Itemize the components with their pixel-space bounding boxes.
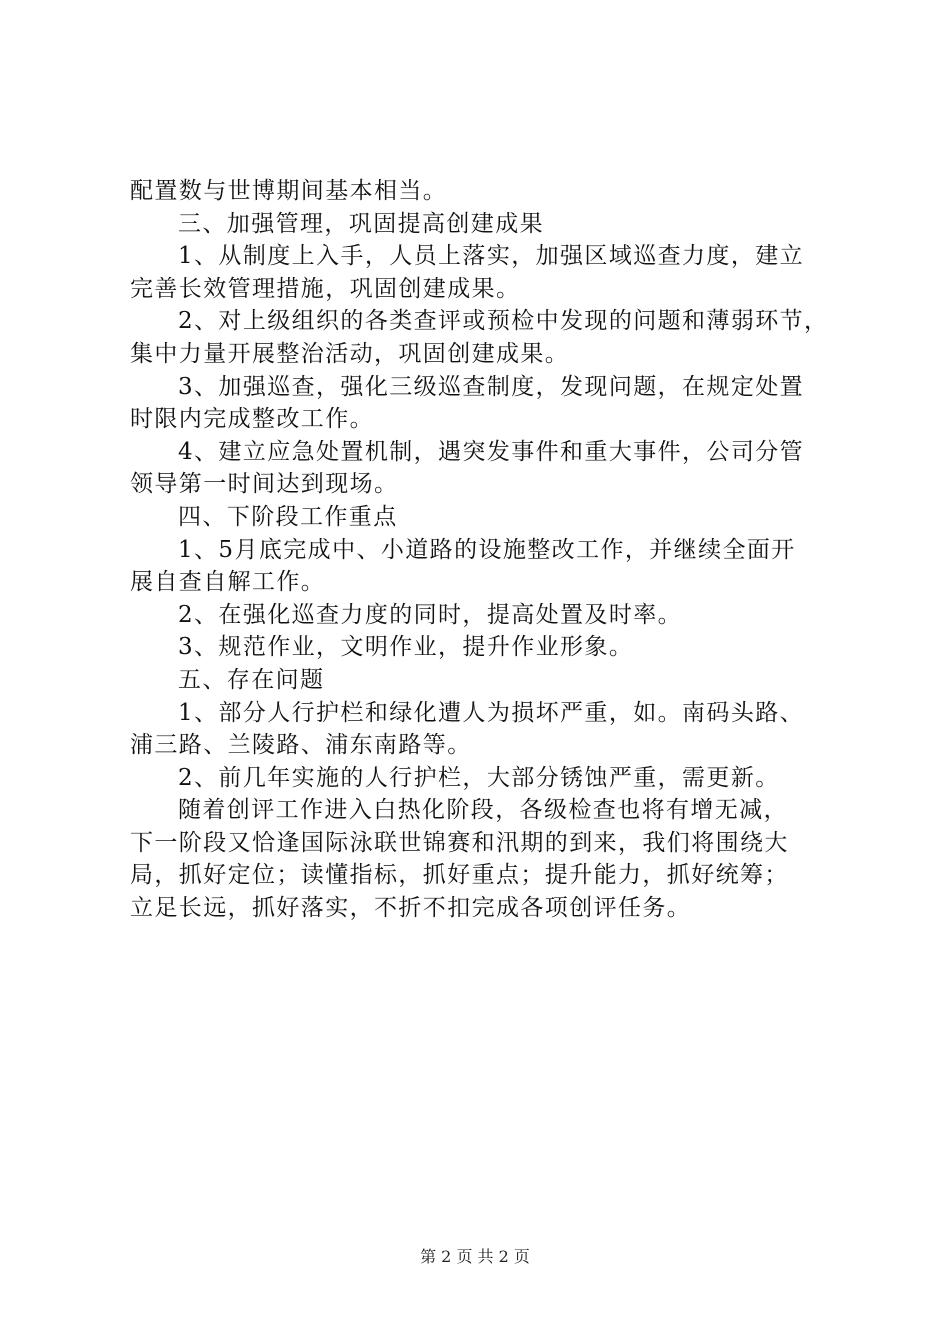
text-line: 局，抓好定位；读懂指标，抓好重点；提升能力，抓好统筹； (130, 862, 789, 889)
text-line: 1、部分人行护栏和绿化遭人为损坏严重，如。南码头路、 (178, 699, 805, 726)
section-heading: 三、加强管理，巩固提高创建成果 (178, 210, 544, 237)
text-line: 展自查自解工作。 (130, 569, 326, 596)
text-line: 随着创评工作进入白热化阶段，各级检查也将有增无减， (178, 797, 788, 824)
section-heading: 四、下阶段工作重点 (178, 503, 398, 530)
text-line: 1、从制度上入手，人员上落实，加强区域巡查力度，建立 (178, 243, 805, 270)
text-line: 2、对上级组织的各类查评或预检中发现的问题和薄弱环节， (178, 308, 829, 335)
text-line: 3、规范作业，文明作业，提升作业形象。 (178, 634, 634, 661)
text-line: 4、建立应急处置机制，遇突发事件和重大事件，公司分管 (178, 438, 805, 465)
text-line: 领导第一时间达到现场。 (130, 471, 399, 498)
text-line: 浦三路、兰陵路、浦东南路等。 (130, 732, 472, 759)
text-line: 立足长远，抓好落实，不折不扣完成各项创评任务。 (130, 895, 692, 922)
page-number-footer: 第 2 页 共 2 页 (420, 1247, 530, 1266)
text-line: 1、5月底完成中、小道路的设施整改工作，并继续全面开 (178, 536, 796, 563)
text-line: 下一阶段又恰逢国际泳联世锦赛和汛期的到来，我们将围绕大 (130, 829, 789, 856)
section-heading: 五、存在问题 (178, 666, 325, 693)
text-line: 时限内完成整改工作。 (130, 406, 374, 433)
document-body (130, 175, 830, 925)
text-line: 2、前几年实施的人行护栏，大部分锈蚀严重，需更新。 (178, 764, 780, 791)
text-line: 2、在强化巡查力度的同时，提高处置及时率。 (178, 601, 683, 628)
text-line: 集中力量开展整治活动，巩固创建成果。 (130, 340, 570, 367)
text-line: 3、加强巡查，强化三级巡查制度，发现问题，在规定处置 (178, 373, 805, 400)
text-line: 完善长效管理措施，巩固创建成果。 (130, 275, 521, 302)
text-line: 配置数与世博期间基本相当。 (130, 178, 448, 204)
